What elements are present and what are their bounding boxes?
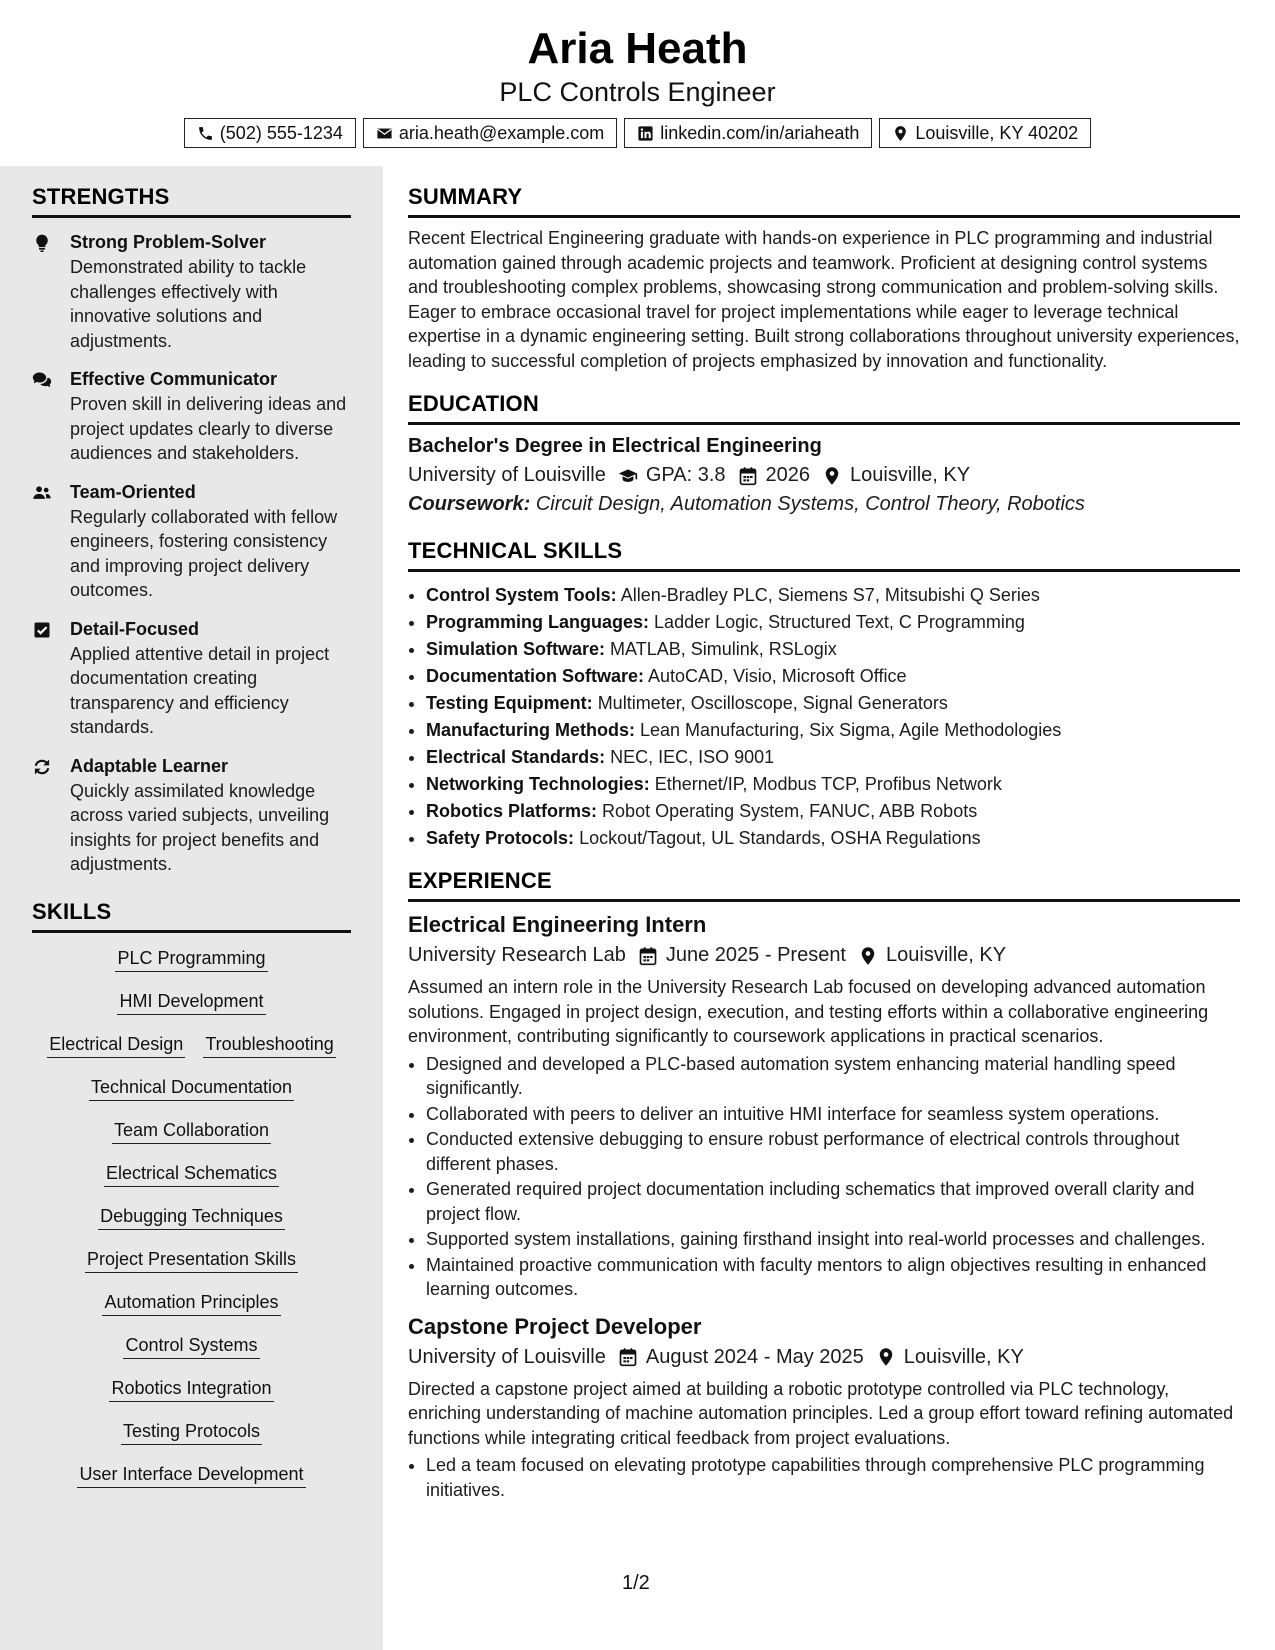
skill-tag: HMI Development bbox=[117, 988, 265, 1015]
tech-skill-label: Testing Equipment: bbox=[426, 693, 593, 713]
tech-skill-label: Documentation Software: bbox=[426, 666, 645, 686]
strength-title: Adaptable Learner bbox=[70, 755, 229, 776]
calendar-icon bbox=[738, 466, 758, 486]
envelope-icon bbox=[376, 125, 393, 142]
tech-skill-label: Simulation Software: bbox=[426, 639, 606, 659]
tech-skill-label: Safety Protocols: bbox=[426, 828, 575, 848]
technical-skills-list bbox=[408, 582, 1240, 852]
skill-tag: Project Presentation Skills bbox=[85, 1246, 298, 1273]
contact-phone-text: (502) 555-1234 bbox=[219, 122, 343, 143]
skill-tag: Control Systems bbox=[123, 1332, 259, 1359]
tech-skill-value: Ethernet/IP, Modbus TCP, Profibus Network bbox=[654, 774, 1002, 794]
job-entry-title: Electrical Engineering Intern bbox=[408, 912, 707, 937]
list-item bbox=[426, 582, 1240, 609]
strength-desc: Regularly collaborated with fellow engineers, fostering consistency and improving project delivery outcomes. bbox=[70, 506, 338, 600]
strength-item bbox=[32, 367, 351, 466]
coursework-list: Circuit Design, Automation Systems, Control Theory, Robotics bbox=[535, 493, 1085, 515]
map-marker-icon bbox=[858, 946, 878, 966]
skill-tag: Technical Documentation bbox=[89, 1074, 294, 1101]
map-marker-icon bbox=[876, 1347, 896, 1367]
list-item: • Led a team focused on elevating prototype capabilities through comprehensive PLC programming initiatives. bbox=[426, 1453, 1240, 1502]
job-dates: June 2025 - Present bbox=[665, 944, 846, 966]
candidate-name: Aria Heath bbox=[527, 24, 748, 73]
graduation-cap-icon bbox=[618, 466, 638, 486]
job-description: Assumed an intern role in the University Research Lab focused on developing advanced automation solutions. Engaged in project design, execution, and testing efforts within a collaborative engineering environment, contributing significantly to coursework applications in practical scenarios. bbox=[408, 977, 1209, 1046]
contact-location[interactable] bbox=[879, 118, 1091, 148]
sidebar bbox=[0, 166, 383, 1650]
list-item bbox=[426, 663, 1240, 690]
education-meta bbox=[408, 464, 1240, 487]
strength-title: Strong Problem-Solver bbox=[70, 232, 267, 252]
strength-title: Detail-Focused bbox=[70, 618, 200, 639]
list-item bbox=[426, 771, 1240, 798]
skill-tag: Automation Principles bbox=[102, 1289, 280, 1316]
tech-skill-label: Manufacturing Methods: bbox=[426, 720, 635, 740]
job-bullets bbox=[408, 1453, 1240, 1502]
linkedin-icon bbox=[637, 125, 654, 142]
list-item: • Collaborated with peers to deliver an intuitive HMI interface for seamless system operations. bbox=[426, 1102, 1240, 1127]
contact-email[interactable] bbox=[363, 118, 617, 148]
list-item bbox=[426, 717, 1240, 744]
school-location: Louisville, KY bbox=[850, 464, 971, 486]
tech-skill-value: AutoCAD, Visio, Microsoft Office bbox=[648, 666, 907, 686]
skill-tag: Troubleshooting bbox=[203, 1031, 335, 1058]
list-item bbox=[426, 636, 1240, 663]
calendar-icon bbox=[638, 946, 658, 966]
coursework-label: Coursework: bbox=[408, 493, 531, 515]
contact-location-text: Louisville, KY 40202 bbox=[915, 122, 1079, 143]
page-number: 1/2 bbox=[622, 1572, 650, 1594]
list-item bbox=[426, 825, 1240, 852]
contact-email-text: aria.heath@example.com bbox=[398, 122, 605, 143]
contact-phone[interactable] bbox=[184, 118, 356, 148]
list-item: • Conducted extensive debugging to ensure robust performance of electrical controls throughout different phases. bbox=[426, 1127, 1240, 1176]
skill-tag: Team Collaboration bbox=[112, 1117, 271, 1144]
strength-title: Team-Oriented bbox=[70, 481, 196, 502]
strength-desc: Proven skill in delivering ideas and project updates clearly to diverse audiences and stakeholders. bbox=[70, 394, 347, 463]
tech-skill-value: Multimeter, Oscilloscope, Signal Generators bbox=[597, 693, 948, 713]
skill-tag: Debugging Techniques bbox=[98, 1203, 285, 1230]
strength-item bbox=[32, 617, 351, 740]
tech-skill-value: Lean Manufacturing, Six Sigma, Agile Methodologies bbox=[640, 720, 1062, 740]
main-content bbox=[408, 166, 1240, 1503]
strength-title: Effective Communicator bbox=[70, 369, 278, 389]
job-dates: August 2024 - May 2025 bbox=[645, 1345, 864, 1368]
job-description: Directed a capstone project aimed at building a robotic prototype controlled via PLC technology, enriching understanding of machine automation principles. Led a group effort toward refining automated functions while integrating critical feedback from project evaluations. bbox=[408, 1378, 1234, 1448]
school-name: University of Louisville bbox=[408, 464, 606, 486]
skill-tag: Robotics Integration bbox=[109, 1375, 273, 1402]
tech-skill-value: Allen-Bradley PLC, Siemens S7, Mitsubishi Q Series bbox=[620, 585, 1040, 605]
list-item: • Supported system installations, gaining firsthand insight into real-world processes and challenges. bbox=[426, 1227, 1240, 1252]
tech-skill-label: Control System Tools: bbox=[426, 585, 617, 605]
skill-tag: Electrical Schematics bbox=[104, 1160, 279, 1187]
check-square-icon bbox=[32, 620, 52, 640]
comments-icon bbox=[32, 370, 52, 390]
tech-skill-label: Robotics Platforms: bbox=[426, 801, 598, 821]
tech-skill-value: NEC, IEC, ISO 9001 bbox=[610, 747, 775, 767]
strengths-heading: STRENGTHS bbox=[32, 184, 351, 218]
strength-item bbox=[32, 754, 351, 877]
list-item: • Designed and developed a PLC-based automation system enhancing material handling speed significantly. bbox=[426, 1052, 1240, 1101]
strength-desc: Applied attentive detail in project documentation creating transparency and efficiency standards. bbox=[70, 643, 330, 737]
gpa: GPA: 3.8 bbox=[645, 464, 726, 486]
job-entry bbox=[408, 1314, 1240, 1503]
job-entry-title: Capstone Project Developer bbox=[408, 1313, 702, 1339]
job-title: PLC Controls Engineer bbox=[499, 77, 776, 107]
technical-skills-heading: TECHNICAL SKILLS bbox=[408, 538, 1240, 572]
strength-item bbox=[32, 230, 351, 353]
tech-skill-label: Programming Languages: bbox=[426, 612, 650, 632]
tech-skill-value: Lockout/Tagout, UL Standards, OSHA Regulations bbox=[579, 828, 981, 848]
tech-skill-label: Networking Technologies: bbox=[426, 774, 650, 794]
calendar-icon bbox=[618, 1347, 638, 1367]
job-location: Louisville, KY bbox=[886, 944, 1007, 966]
resume-header bbox=[0, 0, 1275, 166]
map-marker-icon bbox=[822, 466, 842, 486]
job-bullets bbox=[408, 1052, 1240, 1302]
job-org: University of Louisville bbox=[408, 1345, 606, 1368]
degree: Bachelor's Degree in Electrical Engineering bbox=[408, 435, 822, 457]
list-item: • Maintained proactive communication with faculty mentors to align objectives resulting in enhanced learning outcomes. bbox=[426, 1253, 1240, 1302]
coursework bbox=[408, 493, 1240, 516]
list-item bbox=[426, 609, 1240, 636]
job-meta bbox=[408, 944, 1240, 967]
skills-list bbox=[32, 945, 351, 1504]
skills-heading: SKILLS bbox=[32, 899, 351, 933]
tech-skill-label: Electrical Standards: bbox=[426, 747, 606, 767]
job-org: University Research Lab bbox=[408, 944, 626, 966]
skill-tag: PLC Programming bbox=[115, 945, 267, 972]
experience-heading: EXPERIENCE bbox=[408, 868, 1240, 902]
summary-heading: SUMMARY bbox=[408, 184, 1240, 218]
phone-icon bbox=[197, 125, 214, 142]
job-entry bbox=[408, 912, 1240, 1302]
tech-skill-value: MATLAB, Simulink, RSLogix bbox=[610, 639, 837, 659]
strength-item bbox=[32, 480, 351, 603]
tech-skill-value: Robot Operating System, FANUC, ABB Robots bbox=[602, 801, 978, 821]
job-meta bbox=[408, 1346, 1240, 1369]
users-icon bbox=[32, 483, 52, 503]
list-item bbox=[426, 744, 1240, 771]
skill-tag: Testing Protocols bbox=[121, 1418, 262, 1445]
tech-skill-value: Ladder Logic, Structured Text, C Programming bbox=[654, 612, 1025, 632]
list-item: • Generated required project documentation including schematics that improved overall clarity and project flow. bbox=[426, 1177, 1240, 1226]
contact-linkedin-text: linkedin.com/in/ariaheath bbox=[660, 122, 860, 143]
lightbulb-icon bbox=[32, 233, 52, 253]
graduation-year: 2026 bbox=[765, 464, 811, 486]
skill-tag: User Interface Development bbox=[77, 1461, 305, 1488]
list-item bbox=[426, 690, 1240, 717]
strength-desc: Demonstrated ability to tackle challenges effectively with innovative solutions and adjustments. bbox=[70, 257, 307, 351]
job-location: Louisville, KY bbox=[903, 1345, 1024, 1368]
summary-text: Recent Electrical Engineering graduate with hands-on experience in PLC programming and industrial automation gained through academic projects and teamwork. Proficient at designing control systems and troubleshooting complex problems, showcasing strong communication and problem-solving skills. Eager to embrace occasional travel for project implementations while eager to leverage technical expertise in a dynamic engineering setting. Built strong collaborations throughout university experiences, leading to successful completion of projects emphasized by innovation and functionality. bbox=[408, 228, 1240, 371]
contact-linkedin[interactable] bbox=[624, 118, 872, 148]
strength-desc: Quickly assimilated knowledge across varied subjects, unveiling insights for project benefits and adjustments. bbox=[70, 780, 330, 874]
skill-tag: Electrical Design bbox=[47, 1031, 185, 1058]
map-marker-icon bbox=[892, 125, 909, 142]
education-heading: EDUCATION bbox=[408, 391, 1240, 425]
list-item bbox=[426, 798, 1240, 825]
contact-bar bbox=[0, 118, 1275, 148]
sync-icon bbox=[32, 757, 52, 777]
